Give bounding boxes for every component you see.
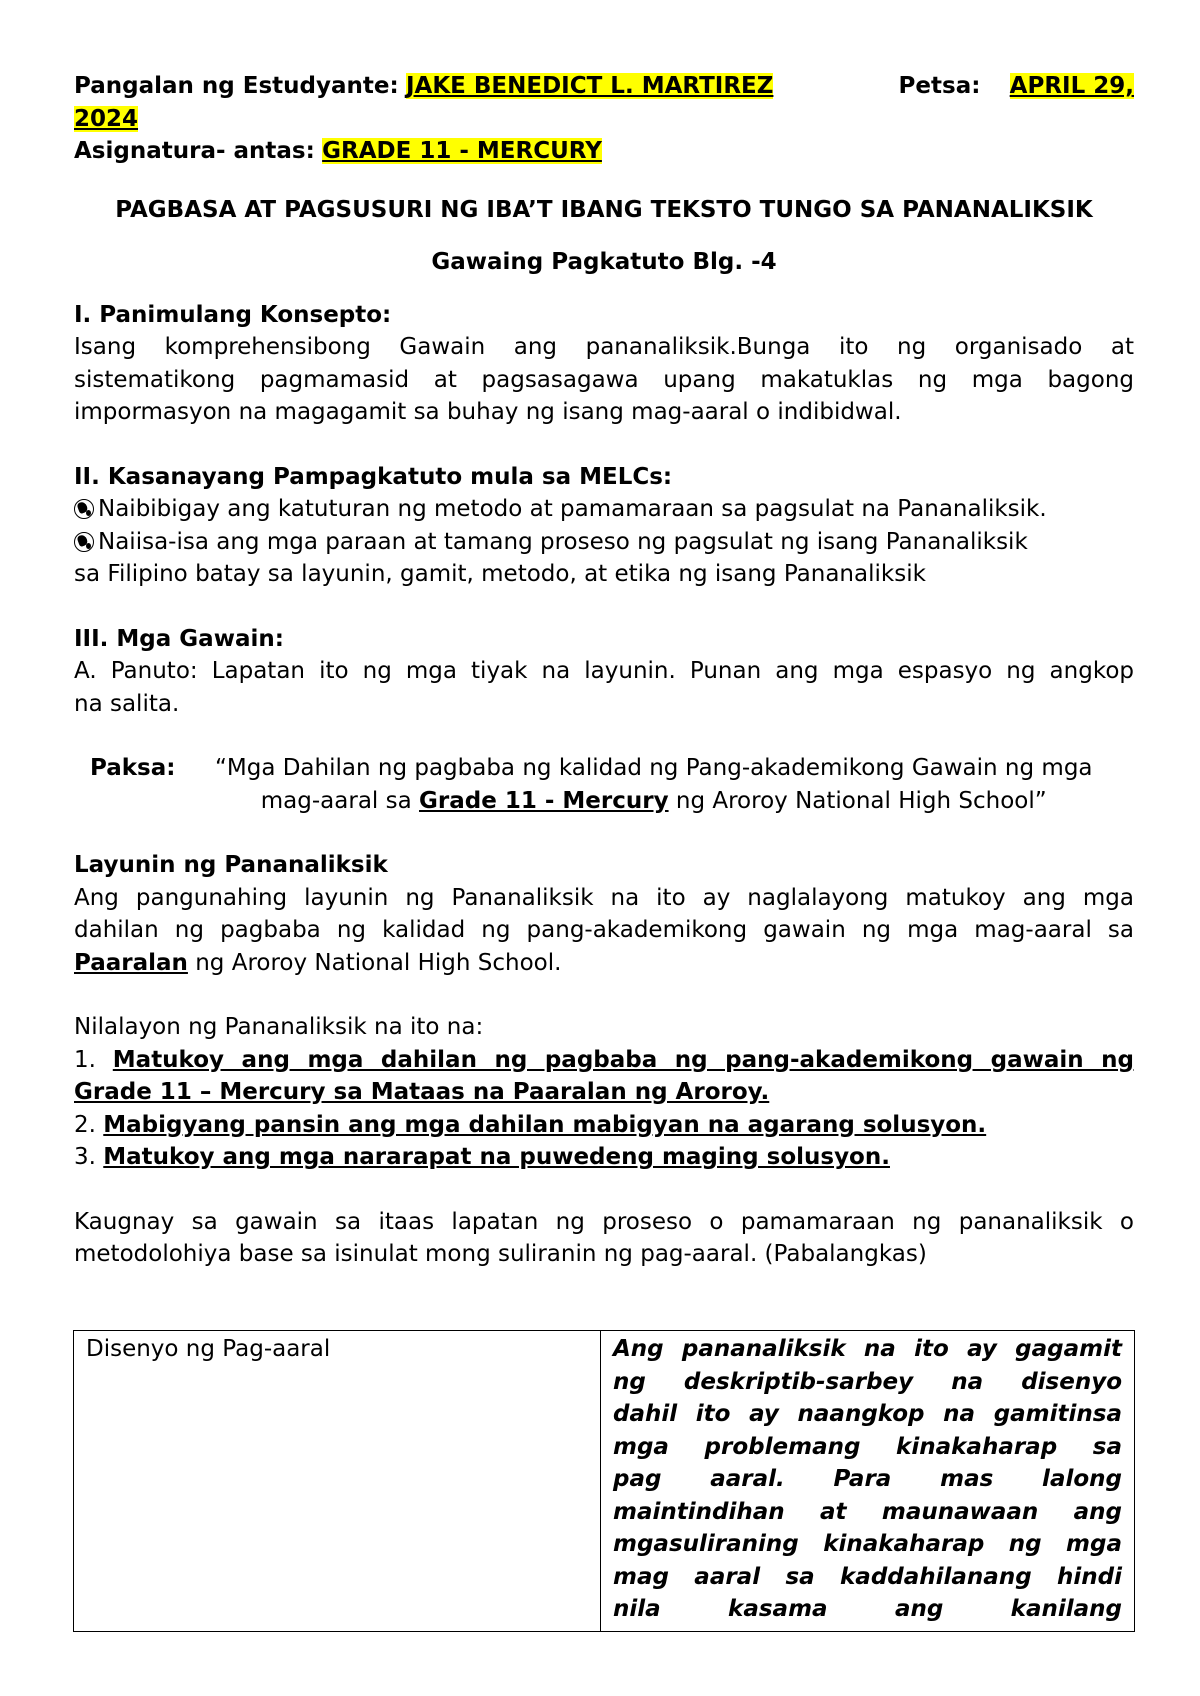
- section1-line: sistematikong pagmamasid at pagsasagawa upang makatuklas ng mga bagong: [74, 366, 1134, 393]
- section1-heading: I. Panimulang Konsepto:: [74, 301, 392, 328]
- methodology-table: [73, 1330, 1135, 1632]
- table-row: [74, 1331, 1135, 1632]
- instruction-line: A. Panuto: Lapatan ito ng mga tiyak na layunin. Punan ang mga espasyo ng angkop: [74, 658, 1134, 684]
- section3-heading: III. Mga Gawain:: [74, 625, 284, 652]
- subject-row: [74, 135, 1134, 168]
- objectives-intro: Nilalayon ng Pananaliksik na ito na:: [74, 1014, 484, 1040]
- objective-item-continued: Grade 11 – Mercury sa Mataas na Paaralan ng Aroroy.: [74, 1079, 770, 1105]
- subject-label: Asignatura- antas:: [74, 138, 315, 164]
- melc-item: Naiisa-isa ang mga paraan at tamang proseso ng pagsulat ng isang Pananaliksik: [74, 526, 1134, 559]
- globe-icon: [74, 499, 94, 519]
- kaugnay-line: Kaugnay sa gawain sa itaas lapatan ng proseso o pamamaraan ng pananaliksik o: [74, 1208, 1134, 1235]
- name-label: Pangalan ng Estudyante:: [74, 73, 399, 99]
- melc-item-continued: sa Filipino batay sa layunin, gamit, metodo, at etika ng isang Pananaliksik: [74, 561, 926, 587]
- section1-line: Isang komprehensibong Gawain ang pananaliksik.Bunga ito ng organisado at: [74, 334, 1134, 360]
- section1-line: impormasyon na magagamit sa buhay ng isang mag-aaral o indibidwal.: [74, 399, 902, 425]
- objective-item: 2. Mabigyang pansin ang mga dahilan mabigyan na agarang solusyon.: [74, 1111, 987, 1138]
- date-value: APRIL 29,: [1009, 73, 1134, 99]
- date-year: 2024: [74, 105, 139, 132]
- topic-line: “Mga Dahilan ng pagbaba ng kalidad ng Pang-akademikong Gawain ng mga: [214, 755, 1093, 781]
- instruction-line: na salita.: [74, 690, 180, 717]
- table-cell-label: Disenyo ng Pag-aaral: [74, 1331, 601, 1632]
- objective-item: 1. Matukoy ang mga dahilan ng pagbaba ng pang-akademikong gawain ng: [74, 1046, 1134, 1073]
- topic-block: [74, 752, 1134, 817]
- globe-icon: [74, 532, 94, 552]
- subject-value: GRADE 11 - MERCURY: [322, 138, 602, 164]
- layunin-heading: Layunin ng Pananaliksik: [74, 852, 388, 878]
- student-name: JAKE BENEDICT L. MARTIREZ: [405, 73, 774, 99]
- layunin-line: Paaralan ng Aroroy National High School.: [74, 949, 562, 976]
- topic-line: mag-aaral sa Grade 11 - Mercury ng Aroroy National High School”: [260, 787, 1047, 814]
- table-cell-content: Ang pananaliksik na ito ay gagamit ng deskriptib-sarbey na disenyo dahil ito ay naangkop na gamitinsa mga problemang kinakaharap sa pag aaral. Para mas lalong maintindihan at maunawaan ang mgasuliraning kinakaharap ng mga mag aaral sa kaddahilanang hindi nila kasama ang kanilang: [601, 1331, 1135, 1632]
- document-page: [74, 70, 1134, 1271]
- layunin-line: dahilan ng pagbaba ng kalidad ng pang-akademikong gawain ng mga mag-aaral sa: [74, 917, 1134, 943]
- layunin-line: Ang pangunahing layunin ng Pananaliksik na ito ay naglalayong matukoy ang mga: [74, 884, 1134, 911]
- topic-label: Paksa:: [90, 755, 176, 781]
- melc-item: Naibibigay ang katuturan ng metodo at pamamaraan sa pagsulat na Pananaliksik.: [74, 493, 1134, 526]
- student-name-row: [74, 70, 1134, 103]
- document-title: PAGBASA AT PAGSUSURI NG IBA’T IBANG TEKSTO TUNGO SA PANANALIKSIK: [115, 196, 1093, 223]
- kaugnay-line: metodolohiya base sa isinulat mong suliranin ng pag-aaral. (Pabalangkas): [74, 1241, 927, 1267]
- section2-heading: II. Kasanayang Pampagkatuto mula sa MELCs:: [74, 463, 673, 490]
- activity-subtitle: Gawaing Pagkatuto Blg. -4: [431, 249, 777, 275]
- date-label: Petsa:: [898, 73, 981, 99]
- objective-item: 3. Matukoy ang mga nararapat na puwedeng maging solusyon.: [74, 1144, 890, 1170]
